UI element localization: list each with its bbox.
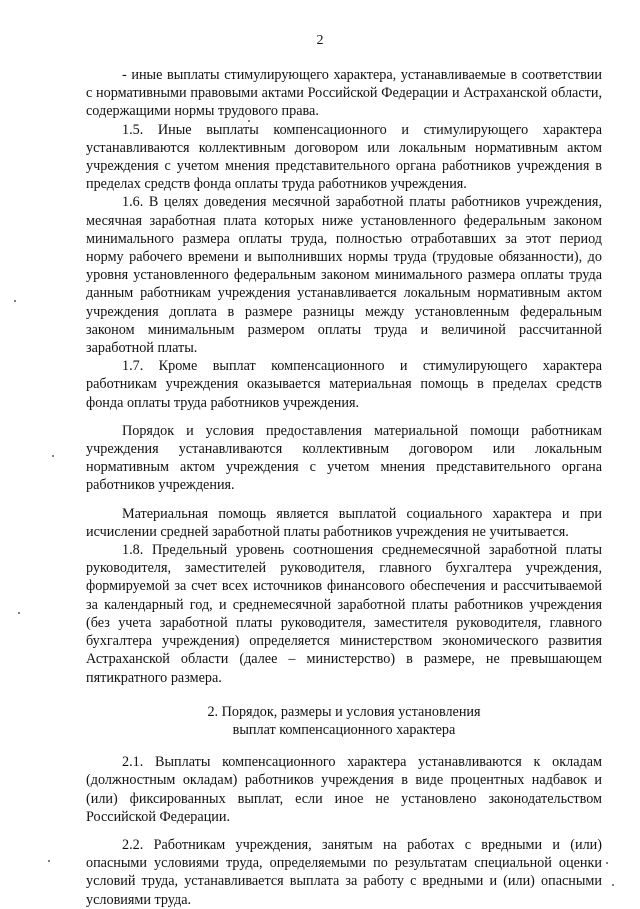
paragraph-2-2: 2.2. Работникам учреждения, занятым на работах с вредными и (или) опасными условиями труда, определяемыми по результатам специальной оценки условий труда, устанавливается выплата за работу с вредными и (или) опасными условиями труда. <box>86 836 602 908</box>
paragraph-1-6: 1.6. В целях доведения месячной заработной платы работников учреждения, месячная заработная плата которых ниже установленного федеральным законом минимального размера оплаты труда, полностью отработавших за этот период норму рабочего времени и выполнивших нормы труда (трудовые обязанности), до уровня установленного федеральным законом минимального размера оплаты труда данным работникам учреждения устанавливается локальным нормативным актом учреждения доплата в размере разницы между установленным федеральным законом минимальным размером оплаты труда и величиной рассчитанной заработной платы. <box>86 194 602 357</box>
paragraph-1-5: 1.5. Иные выплаты компенсационного и стимулирующего характера устанавливаются коллективным договором или локальным нормативным актом учреждения с учетом мнения представительного органа работников учреждения в пределах средств фонда оплаты труда работников учреждения. <box>86 121 602 193</box>
paragraph-material-aid-nature: Материальная помощь является выплатой социального характера и при исчислении средней заработной платы работников учреждения не учитывается. <box>86 505 602 540</box>
scan-speck <box>248 120 250 122</box>
scan-speck <box>18 612 20 614</box>
document-body <box>86 66 602 909</box>
scan-speck <box>606 862 608 864</box>
paragraph-material-aid-procedure: Порядок и условия предоставления материальной помощи работникам учреждения устанавливаются коллективным договором или локальным нормативным актом учреждения с учетом мнения представительного органа работников учреждения. <box>86 422 602 494</box>
page-number: 2 <box>316 33 324 48</box>
section-heading <box>86 703 602 739</box>
paragraph-other-incentive-payments: - иные выплаты стимулирующего характера, устанавливаемые в соответствии с нормативными правовыми актами Российской Федерации и Астраханской области, содержащими нормы трудового права. <box>86 67 602 120</box>
paragraph-2-1: 2.1. Выплаты компенсационного характера устанавливаются к окладам (должностным окладам) работников учреждения в виде процентных надбавок и (или) фиксированных выплат, если иное не установлено законодательством Российской Федерации. <box>86 754 602 825</box>
section-heading-line-1: 2. Порядок, размеры и условия установления <box>207 703 481 720</box>
scan-speck <box>48 860 50 862</box>
scan-speck <box>14 300 16 302</box>
paragraph-1-8: 1.8. Предельный уровень соотношения среднемесячной заработной платы руководителя, заместителей руководителя, главного бухгалтера учреждения, формируемой за счет всех источников финансового обеспечения и рассчитываемой за календарный год, и среднемесячной заработной платы работников учреждения (без учета заработной платы руководителя, заместителя руководителя, главного бухгалтера учреждения) определяется министерством экономического развития Астраханской области (далее – министерство) в размере, не превышающем пятикратного размера. <box>86 542 602 686</box>
scan-speck <box>612 884 614 886</box>
scan-speck <box>52 455 54 457</box>
paragraph-1-7: 1.7. Кроме выплат компенсационного и стимулирующего характера работникам учреждения оказывается материальная помощь в пределах средств фонда оплаты труда работников учреждения. <box>86 358 602 411</box>
section-heading-line-2: выплат компенсационного характера <box>232 721 456 738</box>
